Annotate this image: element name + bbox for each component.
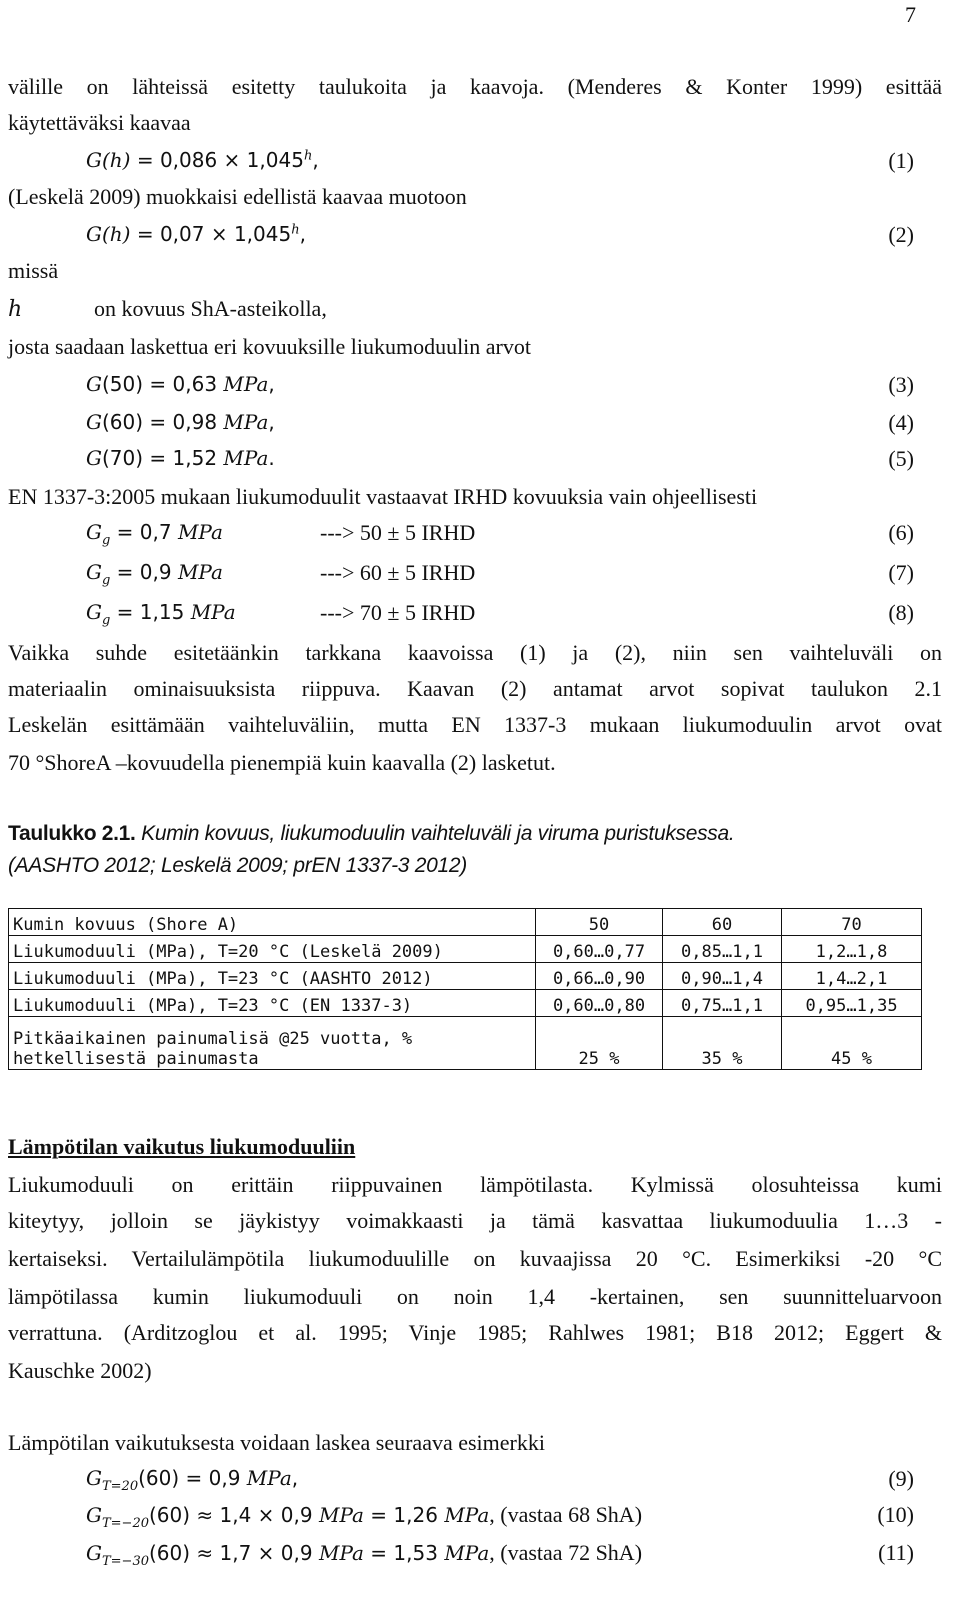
para2-line-5: verrattuna. (Arditzoglou et al. 1995; Vinje 1985; Rahlwes 1981; B18 2012; Eggert & xyxy=(8,1320,942,1345)
equation-4: G(60) = 0,98 MPa, xyxy=(86,410,275,434)
table-caption xyxy=(8,822,734,846)
equation-9: $G_{T=20}(60) = 0,9$ MPa, xyxy=(86,1466,299,1494)
table-cell: 45 % xyxy=(782,1017,922,1070)
gg-equation-7: $G_g = 0,9$ MPa xyxy=(86,560,223,588)
irhd-mapping-8: ---> 70 ± 5 IRHD xyxy=(320,600,476,625)
equation-1: G(h) = 0,086 × 1,045$^h$, xyxy=(86,148,319,172)
equation-number-8: (8) xyxy=(888,600,914,625)
h-description: on kovuus ShA-asteikolla, xyxy=(94,296,327,321)
table-cell: Liukumoduuli (MPa), T=23 °C (AASHTO 2012) xyxy=(9,963,536,990)
para1-line-2: materiaalin ominaisuuksista riippuva. Kaavan (2) antamat arvot sopivat taulukon 2.1 xyxy=(8,676,942,701)
para1-line-3: Leskelän esittämään vaihteluväliin, mutta EN 1337-3 mukaan liukumoduulin arvot ovat xyxy=(8,712,942,737)
section-heading: Lämpötilan vaikutus liukumoduuliin xyxy=(8,1134,356,1159)
table-header-row xyxy=(9,909,922,936)
equation-number-5: (5) xyxy=(888,446,914,471)
irhd-mapping-7: ---> 60 ± 5 IRHD xyxy=(320,560,476,585)
equation-number-7: (7) xyxy=(888,560,914,585)
para2-line-2: kiteytyy, jolloin se jäykistyy voimakkaasti ja tämä kasvattaa liukumoduulia 1…3 - xyxy=(8,1208,942,1233)
table-cell: 0,95…1,35 xyxy=(782,990,922,1017)
table-header-cell: 60 xyxy=(663,909,782,936)
para3: Lämpötilan vaikutuksesta voidaan laskea seuraava esimerkki xyxy=(8,1430,545,1455)
table-label: Taulukko 2.1. xyxy=(8,822,136,845)
table-header-cell: 50 xyxy=(536,909,663,936)
table-cell: Liukumoduuli (MPa), T=20 °C (Leskelä 2009) xyxy=(9,936,536,963)
table-header-cell: Kumin kovuus (Shore A) xyxy=(9,909,536,936)
intro-line-3: (Leskelä 2009) muokkaisi edellistä kaavaa muotoon xyxy=(8,184,467,209)
en-standard-line: EN 1337-3:2005 mukaan liukumoduulit vastaavat IRHD kovuuksia vain ohjeellisesti xyxy=(8,484,758,509)
page-number: 7 xyxy=(905,2,916,27)
table-row xyxy=(9,936,922,963)
equation-3: G(50) = 0,63 MPa, xyxy=(86,372,275,396)
equation-number-3: (3) xyxy=(888,372,914,397)
equation-number-11: (11) xyxy=(878,1540,914,1565)
equation-number-4: (4) xyxy=(888,410,914,435)
gg-equation-8: $G_g = 1,15$ MPa xyxy=(86,600,236,628)
table-row xyxy=(9,1017,922,1070)
intro-line-2: käytettäväksi kaavaa xyxy=(8,110,191,135)
para1-line-4: 70 °ShoreA –kovuudella pienempiä kuin kaavalla (2) lasketut. xyxy=(8,750,556,775)
table-cell: 25 % xyxy=(536,1017,663,1070)
table-row xyxy=(9,963,922,990)
table-cell: 0,66…0,90 xyxy=(536,963,663,990)
irhd-mapping-6: ---> 50 ± 5 IRHD xyxy=(320,520,476,545)
table-cell: 1,2…1,8 xyxy=(782,936,922,963)
shear-modulus-table xyxy=(8,908,922,1070)
h-definition xyxy=(8,296,327,322)
equation-11: $G_{T=-30}(60) \approx 1,7 \times 0,9$ MPa = 1,53 MPa, (vastaa 72 ShA) xyxy=(86,1540,643,1569)
para2-line-1: Liukumoduuli on erittäin riippuvainen lämpötilasta. Kylmissä olosuhteissa kumi xyxy=(8,1172,942,1197)
equation-10: $G_{T=-20}(60) \approx 1,4 \times 0,9$ MPa = 1,26 MPa, (vastaa 68 ShA) xyxy=(86,1502,643,1531)
table-cell: Liukumoduuli (MPa), T=23 °C (EN 1337-3) xyxy=(9,990,536,1017)
table-cell xyxy=(9,1017,536,1070)
intro-line-4: missä xyxy=(8,258,59,283)
equation-number-6: (6) xyxy=(888,520,914,545)
para2-line-6: Kauschke 2002) xyxy=(8,1358,152,1383)
table-cell: 0,75…1,1 xyxy=(663,990,782,1017)
intro-line-5: josta saadaan laskettua eri kovuuksille liukumoduulin arvot xyxy=(8,334,531,359)
creep-label-line-2: hetkellisestä painumasta xyxy=(13,1049,259,1069)
table-cell: 0,85…1,1 xyxy=(663,936,782,963)
para2-line-3: kertaiseksi. Vertailulämpötila liukumoduulille on kuvaajissa 20 °C. Esimerkiksi -20 °C xyxy=(8,1246,942,1271)
table-row xyxy=(9,990,922,1017)
equation-5: G(70) = 1,52 MPa. xyxy=(86,446,275,470)
equation-number-10: (10) xyxy=(877,1502,914,1527)
table-cell: 0,60…0,77 xyxy=(536,936,663,963)
table-title: Kumin kovuus, liukumoduulin vaihteluväli ja viruma puristuksessa. xyxy=(135,822,735,845)
gg-equation-6: $G_g = 0,7$ MPa xyxy=(86,520,223,548)
creep-label-line-1: Pitkäaikainen painumalisä @25 vuotta, % xyxy=(13,1029,413,1049)
para1-line-1: Vaikka suhde esitetäänkin tarkkana kaavoissa (1) ja (2), niin sen vaihteluväli on xyxy=(8,640,942,665)
para2-line-4: lämpötilassa kumin liukumoduuli on noin 1,4 -kertainen, sen suunnitteluarvoon xyxy=(8,1284,942,1309)
table-cell: 1,4…2,1 xyxy=(782,963,922,990)
table-cell: 0,90…1,4 xyxy=(663,963,782,990)
equation-number-2: (2) xyxy=(888,222,914,247)
h-symbol: h xyxy=(8,297,23,322)
equation-number-1: (1) xyxy=(888,148,914,173)
intro-line-1: välille on lähteissä esitetty taulukoita ja kaavoja. (Menderes & Konter 1999) esittää xyxy=(8,74,942,99)
table-header-cell: 70 xyxy=(782,909,922,936)
table-cell: 0,60…0,80 xyxy=(536,990,663,1017)
equation-number-9: (9) xyxy=(888,1466,914,1491)
table-cell: 35 % xyxy=(663,1017,782,1070)
table-sources: (AASHTO 2012; Leskelä 2009; prEN 1337-3 2012) xyxy=(8,854,467,877)
equation-2: G(h) = 0,07 × 1,045$^h$, xyxy=(86,222,306,246)
